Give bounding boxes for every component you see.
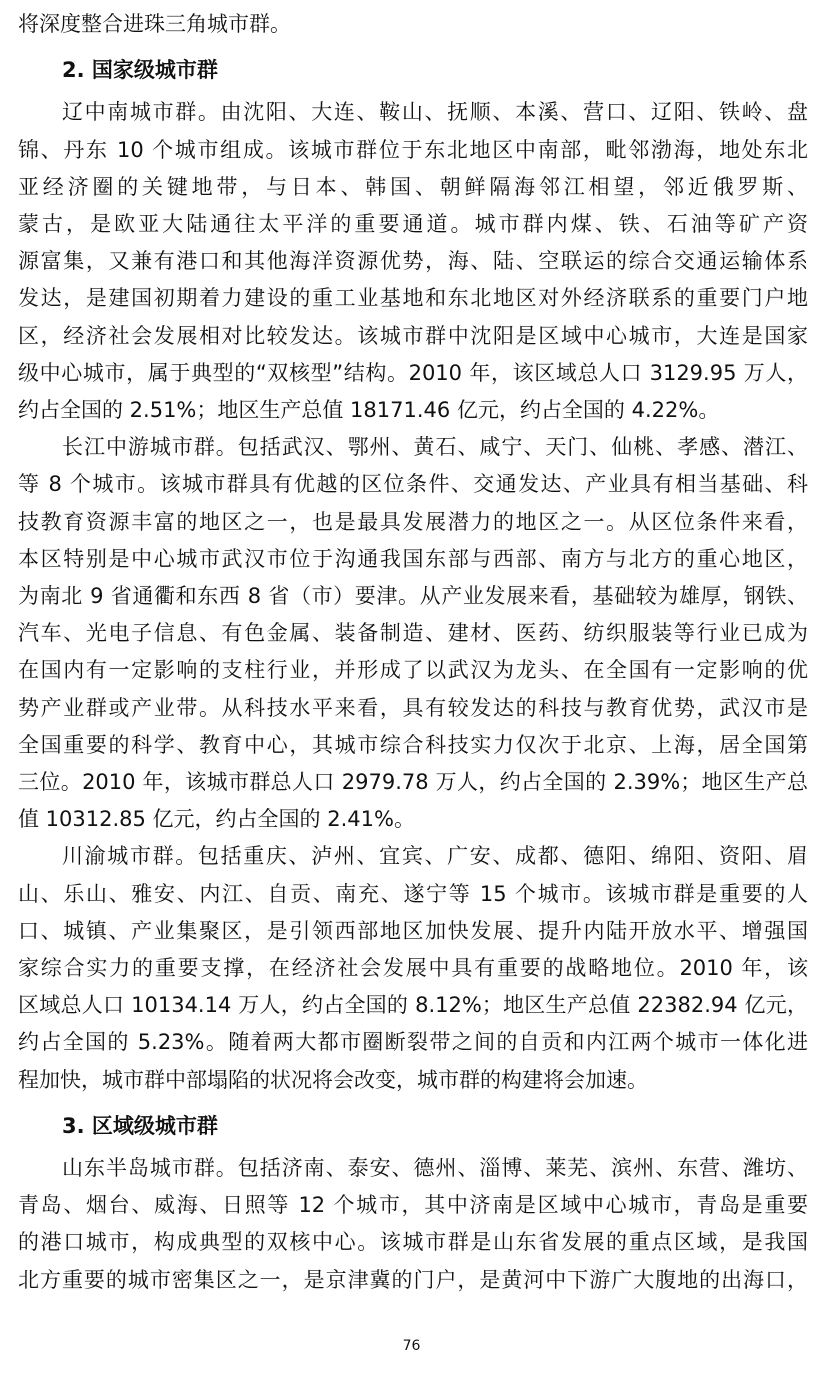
paragraph-line: 势产业群或产业带。从科技水平来看，具有较发达的科技与教育优势，武汉市是 <box>18 695 808 720</box>
section-heading-regional: 3. 区域级城市群 <box>62 1113 218 1138</box>
paragraph-line: 在国内有一定影响的支柱行业，并形成了以武汉为龙头、在全国有一定影响的优 <box>18 658 808 683</box>
paragraph-line: 山东半岛城市群。包括济南、泰安、德州、淄博、莱芜、滨州、东营、潍坊、 <box>62 1156 808 1180</box>
paragraph-line: 级中心城市，属于典型的“双核型”结构。2010 年，该区域总人口 3129.95 万人， <box>18 360 808 385</box>
paragraph-line: 为南北 9 省通衢和东西 8 省（市）要津。从产业发展来看，基础较为雄厚，钢铁、 <box>18 584 808 608</box>
paragraph-line: 技教育资源丰富的地区之一，也是最具发展潜力的地区之一。从区位条件来看， <box>18 509 808 534</box>
paragraph-line: 汽车、光电子信息、有色金属、装备制造、建材、医药、纺织服装等行业已成为 <box>18 621 808 646</box>
paragraph-line: 将深度整合进珠三角城市群。 <box>18 12 291 36</box>
paragraph-line: 本区特别是中心城市武汉市位于沟通我国东部与西部、南方与北方的重心地区， <box>18 546 808 571</box>
paragraph-line: 口、城镇、产业集聚区，是引领西部地区加快发展、提升内陆开放水平、增强国 <box>18 918 808 943</box>
paragraph-line: 约占全国的 2.51%；地区生产总值 18171.46 亿元，约占全国的 4.22%。 <box>18 398 720 422</box>
paragraph-line: 山、乐山、雅安、内江、自贡、南充、遂宁等 15 个城市。该城市群是重要的人 <box>18 881 808 906</box>
paragraph-line: 约占全国的 5.23%。随着两大都市圈断裂带之间的自贡和内江两个城市一体化进 <box>18 1030 808 1055</box>
paragraph-line: 发达，是建国初期着力建设的重工业基地和东北地区对外经济联系的重要门户地 <box>18 286 808 311</box>
paragraph-line: 源富集，又兼有港口和其他海洋资源优势，海、陆、空联运的综合交通运输体系 <box>18 249 808 274</box>
paragraph-line: 家综合实力的重要支撑，在经济社会发展中具有重要的战略地位。2010 年，该 <box>18 956 808 980</box>
paragraph-line: 青岛、烟台、威海、日照等 12 个城市，其中济南是区域中心城市，青岛是重要 <box>18 1193 808 1218</box>
paragraph-line: 蒙古，是欧亚大陆通往太平洋的重要通道。城市群内煤、铁、石油等矿产资 <box>18 212 808 236</box>
page-number: 76 <box>402 1338 421 1354</box>
paragraph-line: 程加快，城市群中部塌陷的状况将会改变，城市群的构建将会加速。 <box>18 1067 648 1092</box>
paragraph-line: 全国重要的科学、教育中心，其城市综合科技实力仅次于北京、上海，居全国第 <box>18 732 808 757</box>
paragraph-line: 区，经济社会发展相对比较发达。该城市群中沈阳是区域中心城市，大连是国家 <box>18 323 808 348</box>
section-heading-national: 2. 国家级城市群 <box>62 58 218 83</box>
paragraph-line: 锦、丹东 10 个城市组成。该城市群位于东北地区中南部，毗邻渤海，地处东北 <box>18 137 808 162</box>
paragraph-line: 辽中南城市群。由沈阳、大连、鞍山、抚顺、本溪、营口、辽阳、铁岭、盘 <box>62 100 808 125</box>
paragraph-line: 的港口城市，构成典型的双核中心。该城市群是山东省发展的重点区域，是我国 <box>18 1230 808 1255</box>
paragraph-line: 区域总人口 10134.14 万人，约占全国的 8.12%；地区生产总值 22382.94 亿元， <box>18 993 808 1018</box>
paragraph-line: 三位。2010 年，该城市群总人口 2979.78 万人，约占全国的 2.39%；地区生产总 <box>18 770 808 794</box>
paragraph-line: 亚经济圈的关键地带，与日本、韩国、朝鲜隔海邻江相望，邻近俄罗斯、 <box>18 174 808 199</box>
paragraph-line: 值 10312.85 亿元，约占全国的 2.41%。 <box>18 807 415 832</box>
paragraph-line: 北方重要的城市密集区之一，是京津冀的门户，是黄河中下游广大腹地的出海口， <box>18 1267 808 1292</box>
paragraph-line: 川渝城市群。包括重庆、泸州、宜宾、广安、成都、德阳、绵阳、资阳、眉 <box>62 844 808 869</box>
paragraph-line: 等 8 个城市。该城市群具有优越的区位条件、交通发达、产业具有相当基础、科 <box>18 472 808 497</box>
paragraph-line: 长江中游城市群。包括武汉、鄂州、黄石、咸宁、天门、仙桃、孝感、潜江、 <box>62 435 808 460</box>
